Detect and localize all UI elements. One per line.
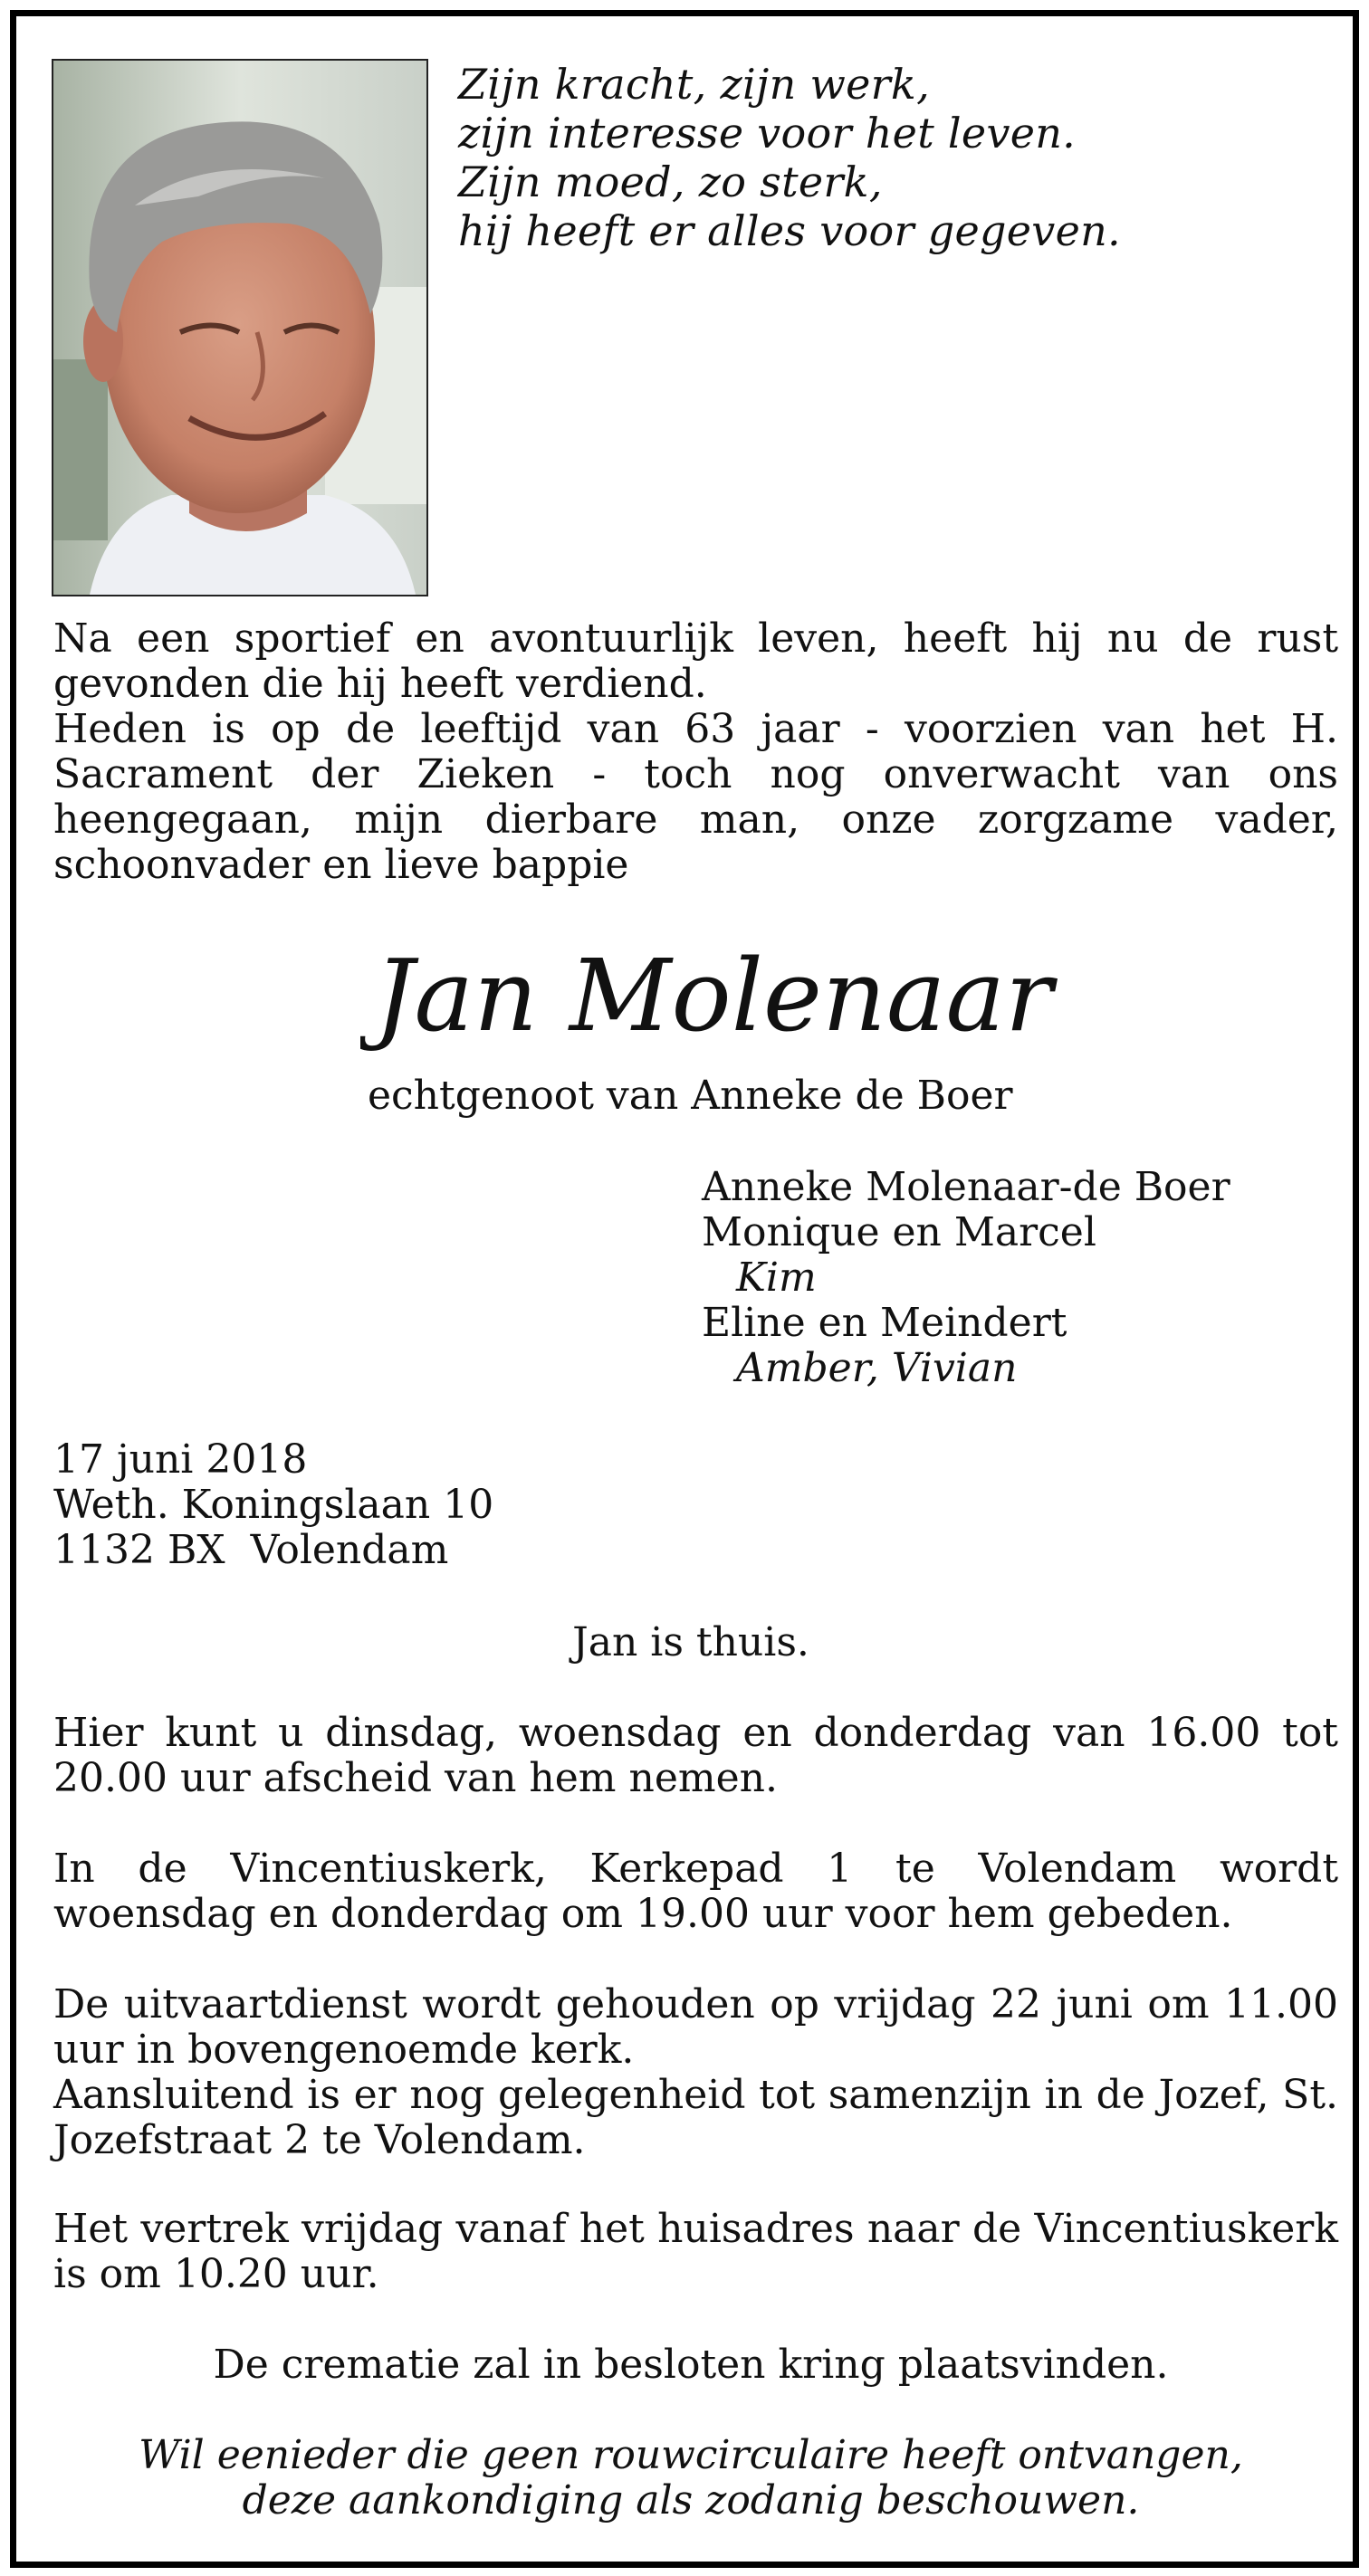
grandchild: Kim: [736, 1255, 817, 1301]
family-member: Monique en Marcel: [702, 1209, 1096, 1255]
poem-line: zijn interesse voor het leven.: [458, 109, 1077, 157]
service-text: De uitvaartdienst wordt gehouden op vrijdag 22 juni om 11.00 uur in bovengenoemde kerk.: [53, 1981, 1338, 2073]
family-list: [702, 1165, 1230, 1391]
departure-paragraph: [53, 2207, 1338, 2297]
deceased-name-text: Jan Molenaar: [374, 938, 1053, 1054]
service-text: Aansluitend is er nog gelegenheid tot samenzijn in de Jozef, St. Jozefstraat 2 te Volendam.: [53, 2072, 1338, 2163]
obituary-card: [10, 10, 1359, 2568]
family-member: Anneke Molenaar-de Boer: [702, 1164, 1230, 1210]
portrait-photo: [52, 59, 428, 596]
closing-line: deze aankondiging als zodanig beschouwen.: [242, 2477, 1140, 2524]
poem-line: Zijn moed, zo sterk,: [458, 157, 883, 206]
address-block: [53, 1437, 493, 1573]
departure-text: Het vertrek vrijdag vanaf het huisadres naar de Vincentiuskerk is om 10.20 uur.: [53, 2206, 1338, 2297]
poem-line: hij heeft er alles voor gegeven.: [458, 206, 1121, 255]
intro-paragraph: Heden is op de leeftijd van 63 jaar - voorzien van het H. Sacrament der Zieken - toch nog onverwacht van ons heengegaan, mijn dierbare man, onze zorgzame vader, schoonvader en lieve bappie: [53, 706, 1338, 888]
closing-note: [16, 2433, 1365, 2524]
street: Weth. Koningslaan 10: [53, 1482, 494, 1528]
visiting-paragraph: [53, 1711, 1338, 1801]
deceased-name: [360, 899, 1067, 1080]
closing-line: Wil eenieder die geen rouwcirculaire heeft ontvangen,: [139, 2432, 1243, 2478]
service-paragraph: [53, 1982, 1338, 2163]
memorial-poem: [458, 60, 1327, 255]
poem-line: Zijn kracht, zijn werk,: [458, 60, 931, 109]
intro-paragraph: Na een sportief en avontuurlijk leven, heeft hij nu de rust gevonden die hij heeft verdiend.: [53, 615, 1338, 707]
cremation-note: De crematie zal in besloten kring plaatsvinden.: [213, 2342, 1169, 2388]
family-member: Eline en Meindert: [702, 1300, 1067, 1346]
announcement-intro: [53, 616, 1338, 888]
home-note: Jan is thuis.: [572, 1619, 809, 1665]
prayer-paragraph: [53, 1846, 1338, 1937]
date: 17 juni 2018: [53, 1436, 308, 1483]
visiting-text: Hier kunt u dinsdag, woensdag en donderdag van 16.00 tot 20.00 uur afscheid van hem nemen.: [53, 1710, 1338, 1801]
prayer-text: In de Vincentiuskerk, Kerkepad 1 te Volendam wordt woensdag en donderdag om 19.00 uur voor hem gebeden.: [53, 1846, 1338, 1937]
spouse-line: echtgenoot van Anneke de Boer: [368, 1073, 1013, 1119]
city: 1132 BX Volendam: [53, 1527, 449, 1573]
grandchild: Amber, Vivian: [736, 1345, 1018, 1391]
